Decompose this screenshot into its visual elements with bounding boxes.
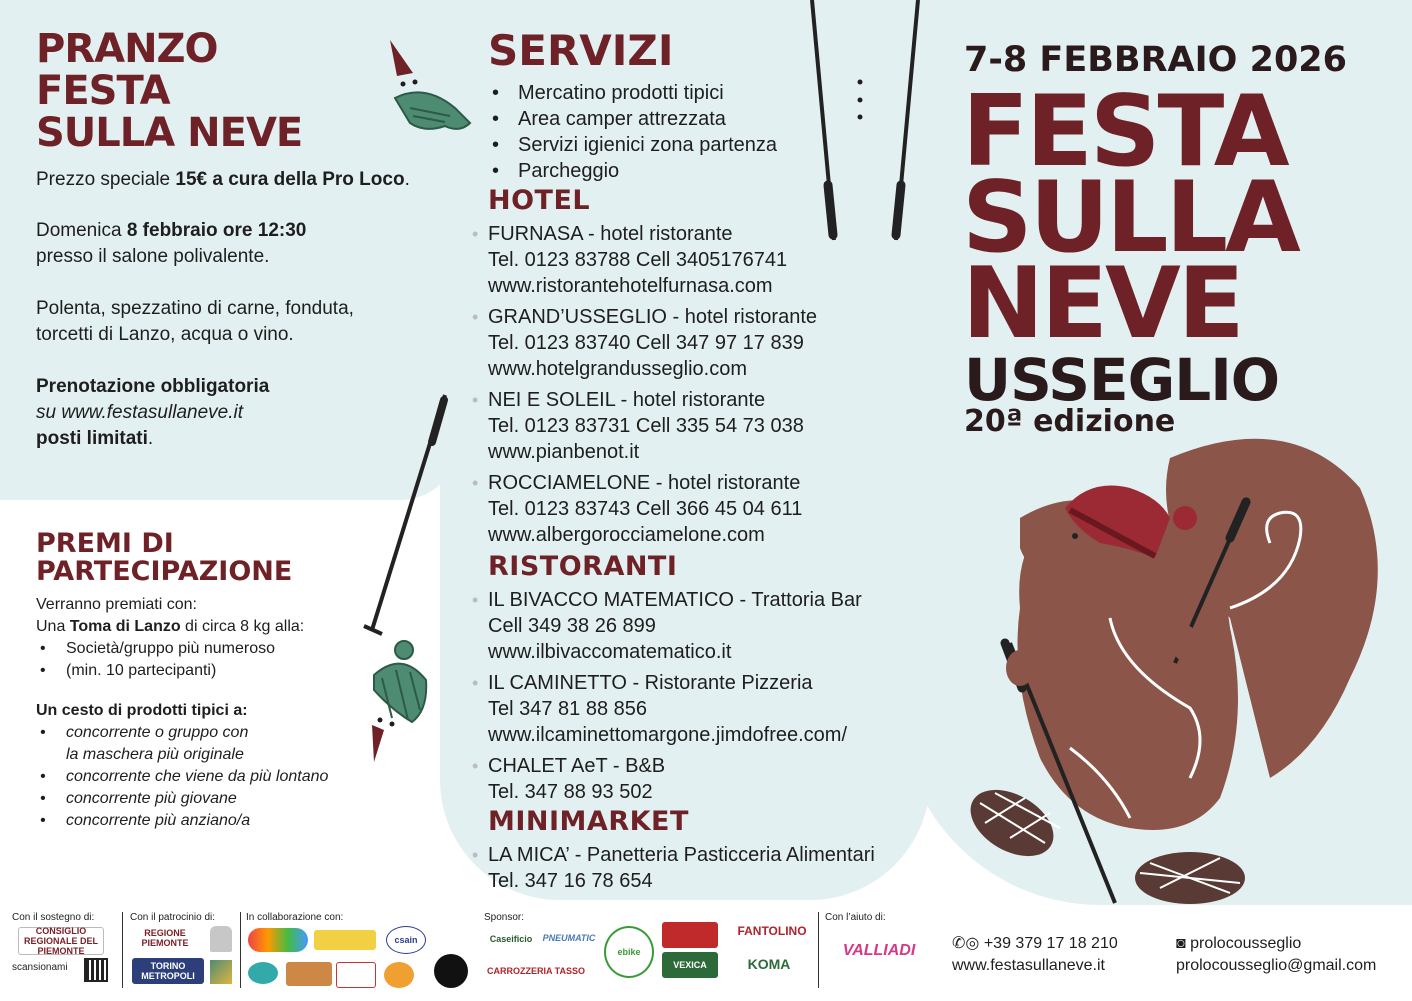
logo-climbing — [384, 962, 414, 988]
list-item: • (min. 10 partecipanti) — [36, 660, 376, 682]
logo-round — [248, 962, 278, 984]
logo-valliadi: VALLIADI — [842, 942, 916, 959]
list-item: • Società/gruppo più numeroso — [36, 638, 376, 660]
ski-poles-top-icon — [800, 0, 930, 245]
minimarket-title: MINIMARKET — [488, 806, 689, 837]
footer-collaborazione-label: In collaborazione con: — [246, 912, 344, 923]
event-date: 7-8 FEBBRAIO 2026 — [964, 40, 1348, 80]
pranzo-title-line3: SULLA NEVE — [36, 110, 303, 156]
list-item: • Parcheggio — [488, 158, 777, 184]
list-item: • CHALET AeT - B&B Tel. 347 88 93 502 — [488, 753, 928, 805]
hero-title-line1: FESTA — [962, 75, 1287, 189]
hotel-link[interactable]: www.albergorocciamelone.com — [488, 524, 765, 546]
logo-fantolino: FANTOLINO — [737, 924, 807, 938]
hotel-link[interactable]: www.hotelgrandusseglio.com — [488, 358, 748, 380]
pranzo-date: Domenica 8 febbraio ore 12:30 presso il salone polivalente. — [36, 220, 307, 267]
logo-ebike: ebike — [604, 926, 654, 978]
list-item: • NEI E SOLEIL - hotel ristorante Tel. 0123 83731 Cell 335 54 73 038 www.pianbenot.it — [488, 387, 928, 465]
qr-code-icon[interactable] — [84, 958, 108, 982]
squirrel-illustration — [960, 418, 1400, 908]
scan-label: scansionami — [12, 962, 68, 973]
footer-sponsor-label: Sponsor: — [484, 912, 525, 923]
pranzo-menu: Polenta, spezzatino di carne, fonduta, torcetti di Lanzo, acqua o vino. — [36, 298, 354, 345]
ski-pole-icon — [360, 390, 460, 640]
premi-title: PREMI DI PARTECIPAZIONE — [36, 528, 293, 587]
hero-title-line3: NEVE — [962, 247, 1242, 361]
pranzo-booking: Prenotazione obbligatoria su www.festasullaneve.it posti limitati. — [36, 376, 270, 449]
divider — [240, 912, 241, 988]
premi-intro: Verranno premiati con: Una Toma di Lanzo di circa 8 kg alla: • Società/gruppo più numeroso • (min. 10 partecipanti) — [36, 594, 376, 682]
list-item: • IL BIVACCO MATEMATICO - Trattoria Bar Cell 349 38 26 899 www.ilbivaccomatematico.it — [488, 587, 928, 665]
list-item: • FURNASA - hotel ristorante Tel. 0123 83788 Cell 3405176741 www.ristorantehotelfurnasa.com — [488, 221, 928, 299]
hero-title-line2: SULLA — [962, 161, 1298, 275]
list-item: • Area camper attrezzata — [488, 106, 777, 132]
logo-black-round — [434, 954, 468, 988]
list-item: • IL CAMINETTO - Ristorante Pizzeria Tel 347 81 88 856 www.ilcaminettomargone.jimdofree.com/ — [488, 670, 928, 748]
list-item: • LA MICA’ - Panetteria Pasticceria Alimentari Tel. 347 16 78 654 — [488, 842, 928, 894]
cesto-section: Un cesto di prodotti tipici a: • concorrente o gruppo con la maschera più originale • concorrente che viene da più lontano • concorrente più giovane • concorrente più anziano/a — [36, 700, 396, 832]
logo-caseificio: Caseificio — [489, 934, 533, 944]
cesto-list — [36, 722, 396, 832]
logo-torino: TORINO METROPOLI — [132, 958, 204, 984]
logo-usseglio — [336, 962, 376, 988]
logo-convertino — [662, 922, 718, 948]
list-item: • GRAND’USSEGLIO - hotel ristorante Tel. 0123 83740 Cell 347 97 17 839 www.hotelgrandusseglio.com — [488, 304, 928, 382]
footer-patrocinio-label: Con il patrocinio di: — [130, 912, 216, 923]
pranzo-title-line1: PRANZO — [36, 26, 218, 72]
logo-vexica: VEXICA — [662, 952, 718, 978]
hero-place: USSEGLIO — [964, 346, 1280, 414]
snowman-hat-icon — [362, 640, 432, 765]
whatsapp-icon: ◎ — [965, 935, 980, 952]
hotel-section — [488, 186, 928, 894]
logo-comune — [314, 930, 376, 950]
ristoranti-title: RISTORANTI — [488, 551, 678, 582]
logo-csain: csain — [386, 926, 426, 954]
premi-list — [36, 638, 376, 682]
list-item: • Servizi igienici zona partenza — [488, 132, 777, 158]
servizi-title: SERVIZI — [488, 26, 674, 75]
list-item: • concorrente più giovane — [36, 788, 396, 810]
logo-turismo-torino — [248, 928, 308, 952]
footer-aiuto-label: Con l’aiuto di: — [825, 912, 886, 923]
coat-of-arms-icon — [210, 926, 232, 952]
list-item: • concorrente o gruppo con la maschera più originale — [36, 722, 396, 766]
snowman-icon — [385, 38, 475, 138]
contact-website[interactable]: www.festasullaneve.it — [952, 957, 1105, 974]
ristorante-link[interactable]: www.ilcaminettomargone.jimdofree.com/ — [488, 724, 848, 746]
list-item: • Mercatino prodotti tipici — [488, 80, 777, 106]
logo-pneumatic: PNEUMATIC — [542, 933, 596, 943]
logo-regione: REGIONE PIEMONTE — [141, 928, 189, 948]
logo-consiglio: CONSIGLIO REGIONALE DEL PIEMONTE — [18, 927, 104, 955]
footer-sostegno-label: Con il sostegno di: — [12, 912, 95, 923]
logo-koma: KOMA — [747, 956, 791, 972]
hotel-link[interactable]: www.pianbenot.it — [488, 441, 640, 463]
contact-phone[interactable]: ✆◎ +39 379 17 18 210 — [952, 935, 1118, 952]
hero-edition: 20ª edizione — [964, 404, 1176, 439]
ristorante-link[interactable]: www.ilbivaccomatematico.it — [488, 641, 732, 663]
servizi-list — [488, 80, 777, 184]
contact-instagram[interactable]: ◙ prolocousseglio — [1176, 935, 1302, 952]
divider — [818, 912, 819, 988]
list-item: • concorrente che viene da più lontano — [36, 766, 396, 788]
list-item: • concorrente più anziano/a — [36, 810, 396, 832]
list-item: • ROCCIAMELONE - hotel ristorante Tel. 0123 83743 Cell 366 45 04 611 www.albergorocciamelone.com — [488, 470, 928, 548]
mountain-logo-icon — [210, 960, 232, 984]
logo-borghi-alpini — [286, 962, 332, 986]
phone-icon: ✆ — [952, 935, 966, 952]
instagram-icon: ◙ — [1176, 935, 1186, 952]
hotel-link[interactable]: www.ristorantehotelfurnasa.com — [488, 275, 773, 297]
logo-carrozzeria: CARROZZERIA TASSO — [487, 966, 585, 976]
pranzo-title — [36, 28, 302, 154]
divider — [122, 912, 123, 988]
contact-email[interactable]: prolocousseglio@gmail.com — [1176, 957, 1377, 974]
pranzo-price: Prezzo speciale 15€ a cura della Pro Loco. — [36, 169, 410, 190]
hotel-title: HOTEL — [488, 185, 591, 216]
pranzo-title-line2: FESTA — [36, 68, 170, 114]
